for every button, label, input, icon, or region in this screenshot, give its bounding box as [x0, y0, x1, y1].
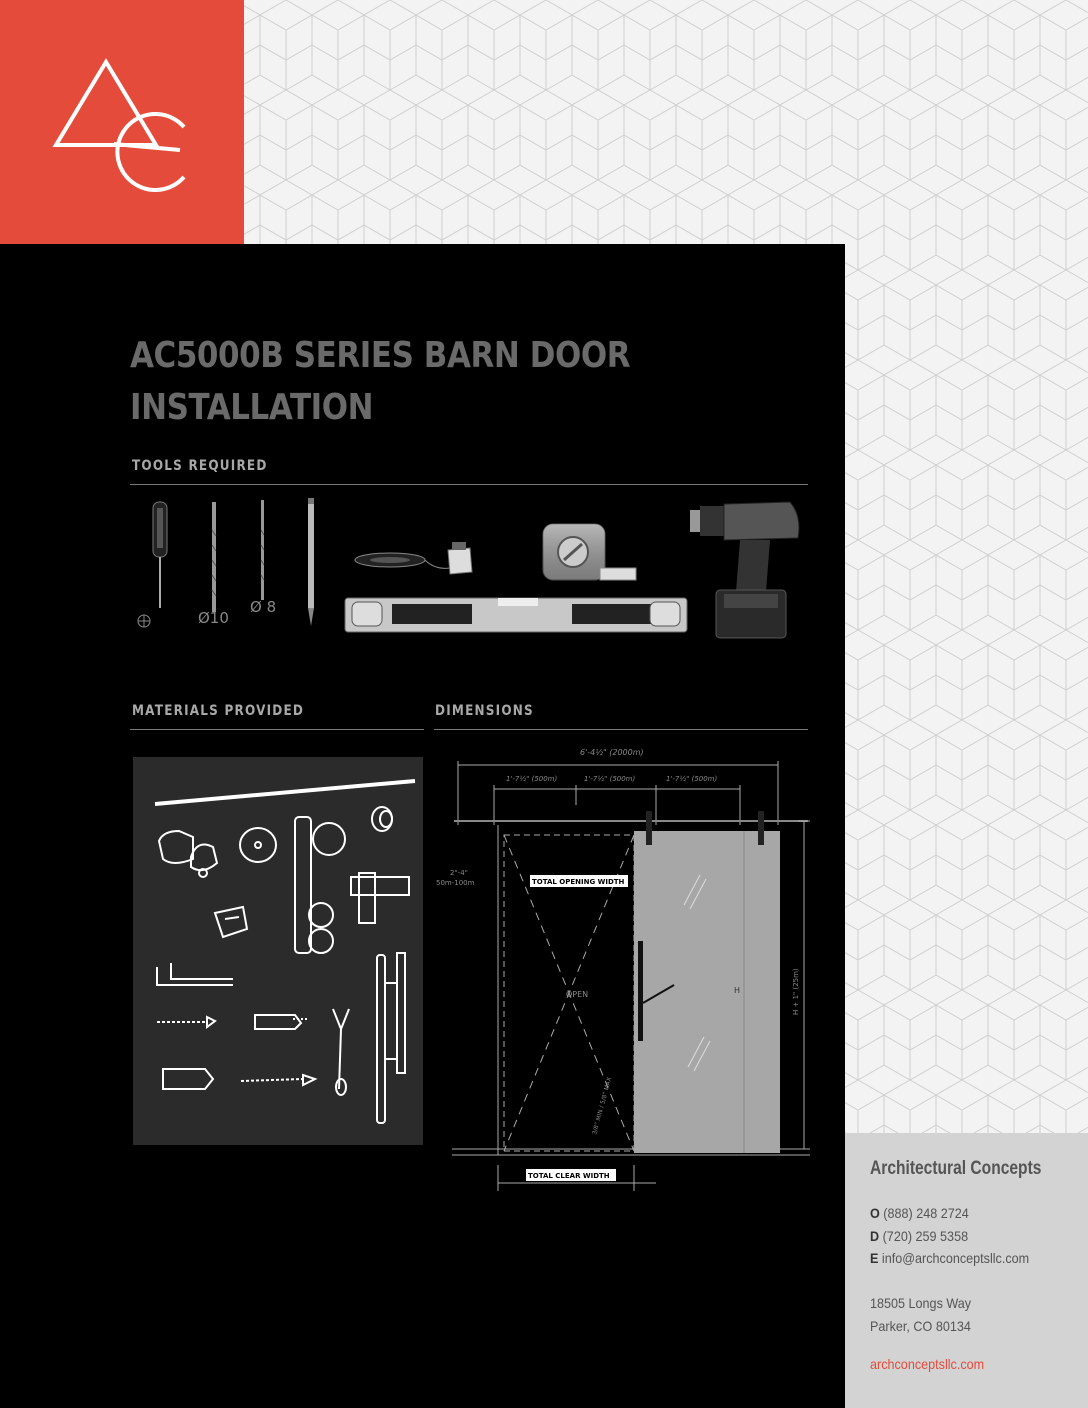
tools-heading: TOOLS REQUIRED: [132, 458, 268, 474]
dimensions-heading: DIMENSIONS: [435, 703, 534, 719]
side-offset-mm-label: 50m-100m: [436, 879, 475, 887]
drill-bit-small-icon: [261, 500, 264, 600]
bit-large-label: Ø10: [198, 609, 229, 627]
spacer-disc-icon: [240, 828, 276, 862]
floor-gap-label: 3/8" MIN / 5/8" MAX: [591, 1076, 614, 1136]
cap-icon: [372, 807, 392, 831]
email-link[interactable]: info@archconceptsllc.com: [881, 1250, 1030, 1266]
total-opening-width-label: TOTAL OPENING WIDTH: [532, 878, 625, 886]
direct-phone-line[interactable]: [870, 1228, 968, 1244]
direct-label: D: [870, 1228, 880, 1244]
tools-divider: [130, 484, 808, 485]
tape-measure-icon: [543, 524, 636, 580]
dimensions-drawing: [434, 745, 814, 1195]
end-stop-icon: [159, 831, 217, 877]
pencil-icon: [308, 498, 314, 626]
open-label: OPEN: [566, 990, 589, 999]
company-name: Architectural Concepts: [870, 1158, 1042, 1179]
long-screw-icon: [241, 1075, 315, 1085]
roller-hanger-icon: [295, 817, 345, 953]
brand-logo: [0, 0, 244, 244]
bit-small-label: Ø 8: [250, 598, 277, 616]
materials-illustration: [133, 757, 423, 1145]
screw-icon: [157, 1017, 215, 1027]
screwdriver-icon: [138, 502, 167, 627]
height-right-label: H + 1" (25m): [792, 968, 800, 1015]
title-line-1: AC5000B SERIES BARN DOOR: [130, 335, 631, 376]
title-line-2: INSTALLATION: [130, 387, 374, 428]
wall-hook-icon: [333, 1009, 349, 1095]
total-clear-width-label: TOTAL CLEAR WIDTH: [528, 1172, 610, 1180]
city-address: Parker, CO 80134: [870, 1318, 971, 1334]
tools-illustration: [130, 490, 810, 650]
chalk-line-icon: [355, 542, 472, 574]
handle-icon: [638, 941, 643, 1041]
anti-jump-icon: [351, 873, 409, 923]
email-label: E: [870, 1250, 879, 1266]
floor-guide-icon: [215, 907, 247, 937]
cordless-drill-icon: [690, 502, 799, 638]
contact-card: [845, 1133, 1088, 1408]
side-offset-label: 2"-4": [450, 869, 468, 877]
height-label: H: [734, 986, 741, 995]
seg1-label: 1'-7½" (500m): [506, 775, 558, 783]
materials-heading: MATERIALS PROVIDED: [132, 703, 305, 719]
allen-key-icon: [157, 963, 233, 985]
wall-anchor-icon: [255, 1015, 307, 1029]
office-label: O: [870, 1205, 880, 1221]
street-address: 18505 Longs Way: [870, 1295, 972, 1311]
drill-bit-icon: [212, 502, 216, 612]
direct-phone[interactable]: (720) 259 5358: [882, 1228, 969, 1244]
seg2-label: 1'-7½" (500m): [584, 775, 636, 783]
overall-width-label: 6'-4½" (2000m): [580, 748, 644, 757]
door-handle-icon: [377, 953, 405, 1123]
dimensions-divider: [434, 729, 808, 730]
spirit-level-icon: [345, 598, 687, 632]
materials-divider: [130, 729, 424, 730]
email-line[interactable]: [870, 1250, 1029, 1266]
glass-door-panel: [634, 831, 780, 1153]
office-phone[interactable]: (888) 248 2724: [883, 1205, 969, 1221]
office-phone-line[interactable]: [870, 1205, 969, 1221]
page-title: [130, 330, 689, 434]
anchor-2-icon: [163, 1069, 213, 1089]
ac-logo-icon: [0, 0, 244, 244]
track-rail-icon: [155, 781, 415, 804]
website-link[interactable]: archconceptsllc.com: [870, 1356, 985, 1372]
seg3-label: 1'-7½" (500m): [666, 775, 718, 783]
